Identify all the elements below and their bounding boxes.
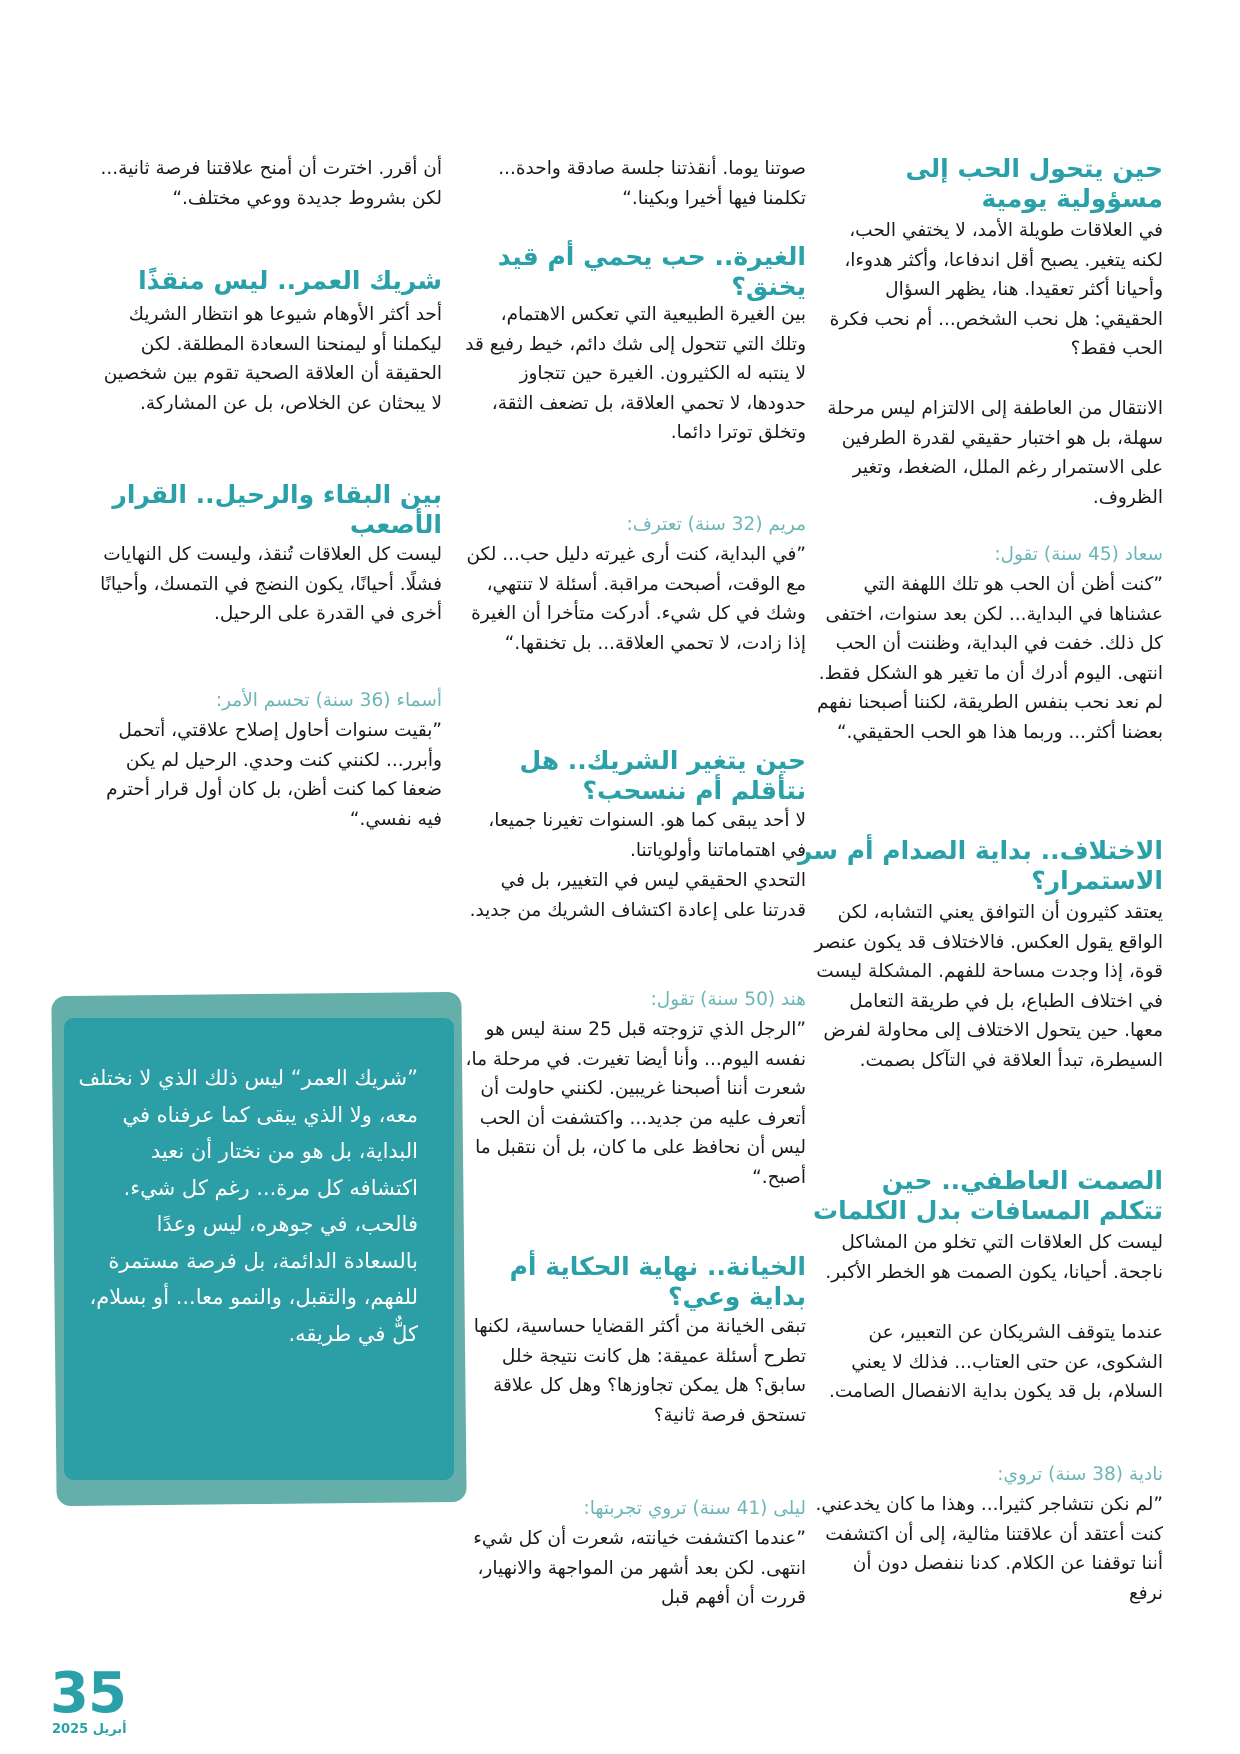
paragraph: لا أحد يبقى كما هو. السنوات تغيرنا جميعا، في اهتماماتنا وأولوياتنا. bbox=[488, 810, 806, 861]
paragraph: بين الغيرة الطبيعية التي تعكس الاهتمام، وتلك التي تتحول إلى شك دائم، خيط رفيع قد لا ينتبه له الكثيرون. الغيرة حين تتجاوز حدودها، لا تحمي العلاقة، بل تضعف الثقة، وتخلق توترا دائما. bbox=[465, 304, 806, 444]
section-heading: الغيرة.. حب يحمي أم قيد يخنق؟ bbox=[497, 242, 806, 301]
paragraph: أحد أكثر الأوهام شيوعا هو انتظار الشريك ليكملنا أو ليمنحنا السعادة المطلقة. لكن الحقيقة أن العلاقة الصحية تقوم بين شخصين لا يبحثان عن الخلاص، بل عن المشاركة. bbox=[103, 304, 442, 414]
testimonial-quote: ”في البداية، كنت أرى غيرته دليل حب... لكن مع الوقت، أصبحت مراقبة. أسئلة لا تنتهي، وشك في كل شيء. أدركت متأخرا أن الغيرة إذا زادت، لا تحمي العلاقة... بل تخنقها.“ bbox=[466, 544, 806, 654]
section-heading: حين يتغير الشريك.. هل نتأقلم أم ننسحب؟ bbox=[519, 746, 806, 805]
paragraph: التحدي الحقيقي ليس في التغيير، بل في قدرتنا على إعادة اكتشاف الشريك من جديد. bbox=[469, 870, 806, 921]
paragraph: ليست كل العلاقات التي تخلو من المشاكل ناجحة. أحيانا، يكون الصمت هو الخطر الأكبر. bbox=[825, 1232, 1163, 1283]
testimonial-quote: ”الرجل الذي تزوجته قبل 25 سنة ليس هو نفسه اليوم... وأنا أيضا تغيرت. في مرحلة ما، شعرت أننا أصبحنا غريبين. لكنني حاولت أن أتعرف عليه من جديد... واكتشفت أن الحب ليس أن نحافظ على ما كان، بل أن نتقبل ما أصبح.“ bbox=[465, 1019, 806, 1188]
section-heading: بين البقاء والرحيل.. القرار الأصعب bbox=[112, 480, 442, 539]
speaker-label: مريم (32 سنة) تعترف: bbox=[626, 514, 806, 535]
testimonial-quote: ”لم نكن نتشاجر كثيرا... وهذا ما كان يخدعني. كنت أعتقد أن علاقتنا مثالية، إلى أن اكتشفت أننا توقفنا عن الكلام. كدنا ننفصل دون أن نرفع bbox=[815, 1494, 1163, 1604]
issue-date: أبريل 2025 bbox=[52, 1722, 127, 1737]
paragraph-continuation: أن أقرر. اخترت أن أمنح علاقتنا فرصة ثانية... لكن بشروط جديدة ووعي مختلف.“ bbox=[100, 158, 442, 209]
speaker-label: ليلى (41 سنة) تروي تجربتها: bbox=[583, 1498, 806, 1519]
section-heading: حين يتحول الحب إلى مسؤولية يومية bbox=[905, 154, 1163, 213]
section-heading: الصمت العاطفي.. حين تتكلم المسافات بدل الكلمات bbox=[813, 1166, 1163, 1225]
speaker-label: سعاد (45 سنة) تقول: bbox=[994, 544, 1163, 565]
page-number: 35 bbox=[50, 1661, 126, 1726]
section-heading: الاختلاف.. بداية الصدام أم سر الاستمرار؟ bbox=[797, 836, 1163, 895]
speaker-label: أسماء (36 سنة) تحسم الأمر: bbox=[215, 690, 442, 711]
pull-quote-text: ”شريك العمر“ ليس ذلك الذي لا نختلف معه، ولا الذي يبقى كما عرفناه في البداية، بل هو من نختار أن نعيد اكتشافه كل مرة... رغم كل شيء. فالحب، في جوهره، ليس وعدًا بالسعادة الدائمة، بل فرصة مستمرة للفهم، والتقبل، والنمو معا... أو بسلام، كلٌّ في طريقه. bbox=[78, 1066, 418, 1346]
paragraph: عندما يتوقف الشريكان عن التعبير، عن الشكوى، عن حتى العتاب... فذلك لا يعني السلام، بل قد يكون بداية الانفصال الصامت. bbox=[828, 1322, 1163, 1403]
paragraph: يعتقد كثيرون أن التوافق يعني التشابه، لكن الواقع يقول العكس. فالاختلاف قد يكون عنصر قوة، إذا وجدت مساحة للفهم. المشكلة ليست في اختلاف الطباع، بل في طريقة التعامل معها. حين يتحول الاختلاف إلى محاولة لفرض السيطرة، تبدأ العلاقة في التآكل بصمت. bbox=[814, 902, 1163, 1071]
paragraph: ليست كل العلاقات تُنقذ، وليست كل النهايات فشلًا. أحيانًا، يكون النضج في التمسك، وأحيانًا أخرى في القدرة على الرحيل. bbox=[100, 544, 442, 625]
paragraph: في العلاقات طويلة الأمد، لا يختفي الحب، لكنه يتغير. يصبح أقل اندفاعا، وأكثر هدوءا، وأحيانا أكثر تعقيدا. هنا، يظهر السؤال الحقيقي: هل نحب الشخص... أم نحب فكرة الحب فقط؟ bbox=[829, 220, 1163, 360]
speaker-label: هند (50 سنة) تقول: bbox=[650, 989, 806, 1010]
speaker-label: نادية (38 سنة) تروي: bbox=[997, 1464, 1163, 1485]
paragraph-continuation: صوتنا يوما. أنقذتنا جلسة صادقة واحدة... تكلمنا فيها أخيرا وبكينا.“ bbox=[498, 158, 806, 209]
paragraph: الانتقال من العاطفة إلى الالتزام ليس مرحلة سهلة، بل هو اختبار حقيقي لقدرة الطرفين على الاستمرار رغم الملل، الضغط، وتغير الظروف. bbox=[827, 398, 1163, 508]
section-heading: شريك العمر.. ليس منقذًا bbox=[138, 266, 442, 295]
paragraph: تبقى الخيانة من أكثر القضايا حساسية، لكنها تطرح أسئلة عميقة: هل كانت نتيجة خلل سابق؟ هل يمكن تجاوزها؟ وهل كل علاقة تستحق فرصة ثانية؟ bbox=[473, 1316, 806, 1426]
testimonial-quote: ”بقيت سنوات أحاول إصلاح علاقتي، أتحمل وأبرر... لكنني كنت وحدي. الرحيل لم يكن ضعفا كما كنت أظن، بل كان أول قرار أحترم فيه نفسي.“ bbox=[106, 720, 442, 830]
testimonial-quote: ”كنت أظن أن الحب هو تلك اللهفة التي عشناها في البداية... لكن بعد سنوات، اختفى كل ذلك. خفت في البداية، وظننت أن الحب انتهى. اليوم أدرك أن ما تغير هو الشكل فقط. لم نعد نحب بنفس الطريقة، لكننا أصبحنا نفهم بعضنا أكثر... وربما هذا هو الحب الحقيقي.“ bbox=[817, 574, 1163, 743]
testimonial-quote: ”عندما اكتشفت خيانته، شعرت أن كل شيء انتهى. لكن بعد أشهر من المواجهة والانهيار، قررت أن أفهم قبل bbox=[473, 1528, 806, 1609]
section-heading: الخيانة.. نهاية الحكاية أم بداية وعي؟ bbox=[509, 1252, 806, 1311]
